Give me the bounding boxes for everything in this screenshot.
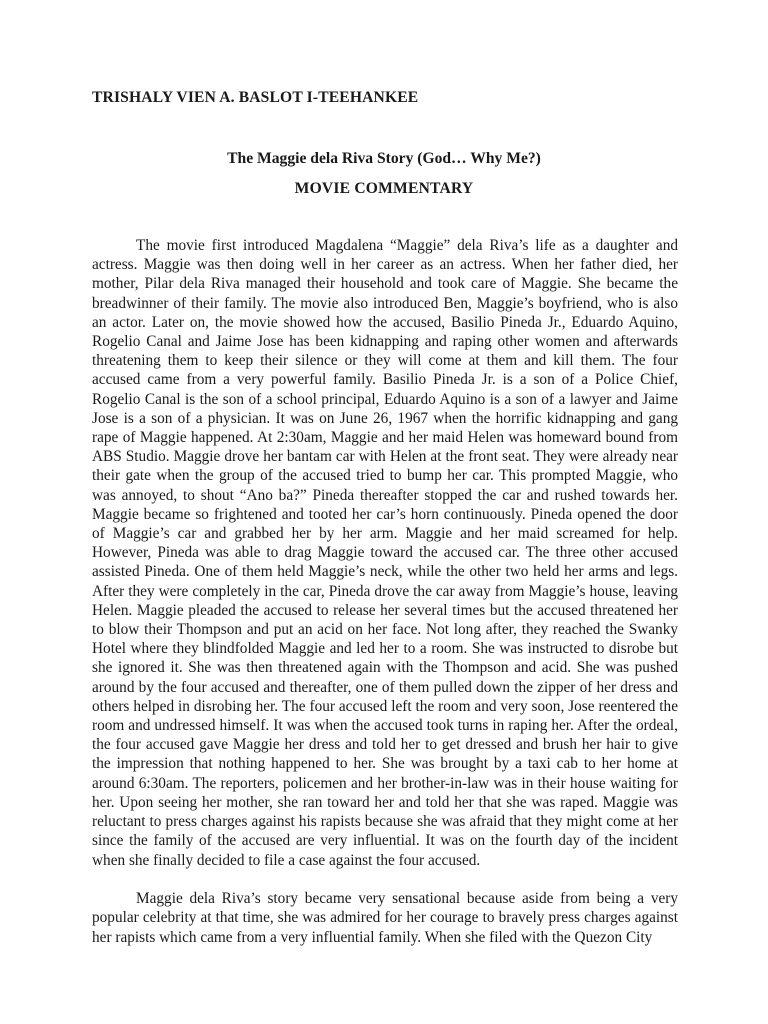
document-subtitle: MOVIE COMMENTARY: [294, 180, 474, 197]
paragraph: Maggie dela Riva’s story became very sensational because aside from being a very popular celebrity at that time, she was admired for her courage to bravely press charges against her rapists which came from a very influential family. When she filed with the Quezon City: [92, 890, 678, 946]
paragraph: The movie first introduced Magdalena “Maggie” dela Riva’s life as a daughter and actress. Maggie was then doing well in her career as an actress. When her father died, her mother, Pilar dela Riva managed their household and took care of Maggie. She became the breadwinner of their family. The movie also introduced Ben, Maggie’s boyfriend, who is also an actor. Later on, the movie showed how the accused, Basilio Pineda Jr., Eduardo Aquino, Rogelio Canal and Jaime Jose has been kidnapping and raping other women and afterwards threatening them to keep their silence or they will come at them and kill them. The four accused came from a very powerful family. Basilio Pineda Jr. is a son of a Police Chief, Rogelio Canal is the son of a school principal, Eduardo Aquino is a son of a lawyer and Jaime Jose is a son of a physician. It was on June 26, 1967 when the horrific kidnapping and gang rape of Maggie happened. At 2:30am, Maggie and her maid Helen was homeward bound from ABS Studio. Maggie drove her bantam car with Helen at the front seat. They were already near their gate when the group of the accused tried to bump her car. This prompted Maggie, who was annoyed, to shout “Ano ba?” Pineda thereafter stopped the car and rushed towards her. Maggie became so frightened and tooted her car’s horn continuously. Pineda opened the door of Maggie’s car and grabbed her by her arm. Maggie and her maid screamed for help. However, Pineda was able to drag Maggie toward the accused car. The three other accused assisted Pineda. One of them held Maggie’s neck, while the other two held her arms and legs. After they were completely in the car, Pineda drove the car away from Maggie’s house, leaving Helen. Maggie pleaded the accused to release her several times but the accused threatened her to blow their Thompson and put an acid on her face. Not long after, they reached the Swanky Hotel where they blindfolded Maggie and led her to a room. She was instructed to disrobe but she ignored it. She was then threatened again with the Thompson and acid. She was pushed around by the four accused and thereafter, one of them pulled down the zipper of her dress and others helped in disrobing her. The four accused left the room and very soon, Jose reentered the room and undressed himself. It was when the accused took turns in raping her. After the ordeal, the four accused gave Maggie her dress and told her to get dressed and brush her hair to give the impression that nothing happened to her. She was brought by a taxi cab to her home at around 6:30am. The reporters, policemen and her brother-in-law was in their house waiting for her. Upon seeing her mother, she ran toward her and told her that she was raped. Maggie was reluctant to press charges against his rapists because she was afraid that they might come at her since the family of the accused are very influential. It was on the fourth day of the incident when she finally decided to file a case against the four accused.: [92, 237, 678, 869]
document-body: [92, 236, 678, 947]
document-title: The Maggie dela Riva Story (God… Why Me?): [227, 150, 541, 167]
author-name: TRISHALY VIEN A. BASLOT I-TEEHANKEE: [92, 89, 419, 106]
